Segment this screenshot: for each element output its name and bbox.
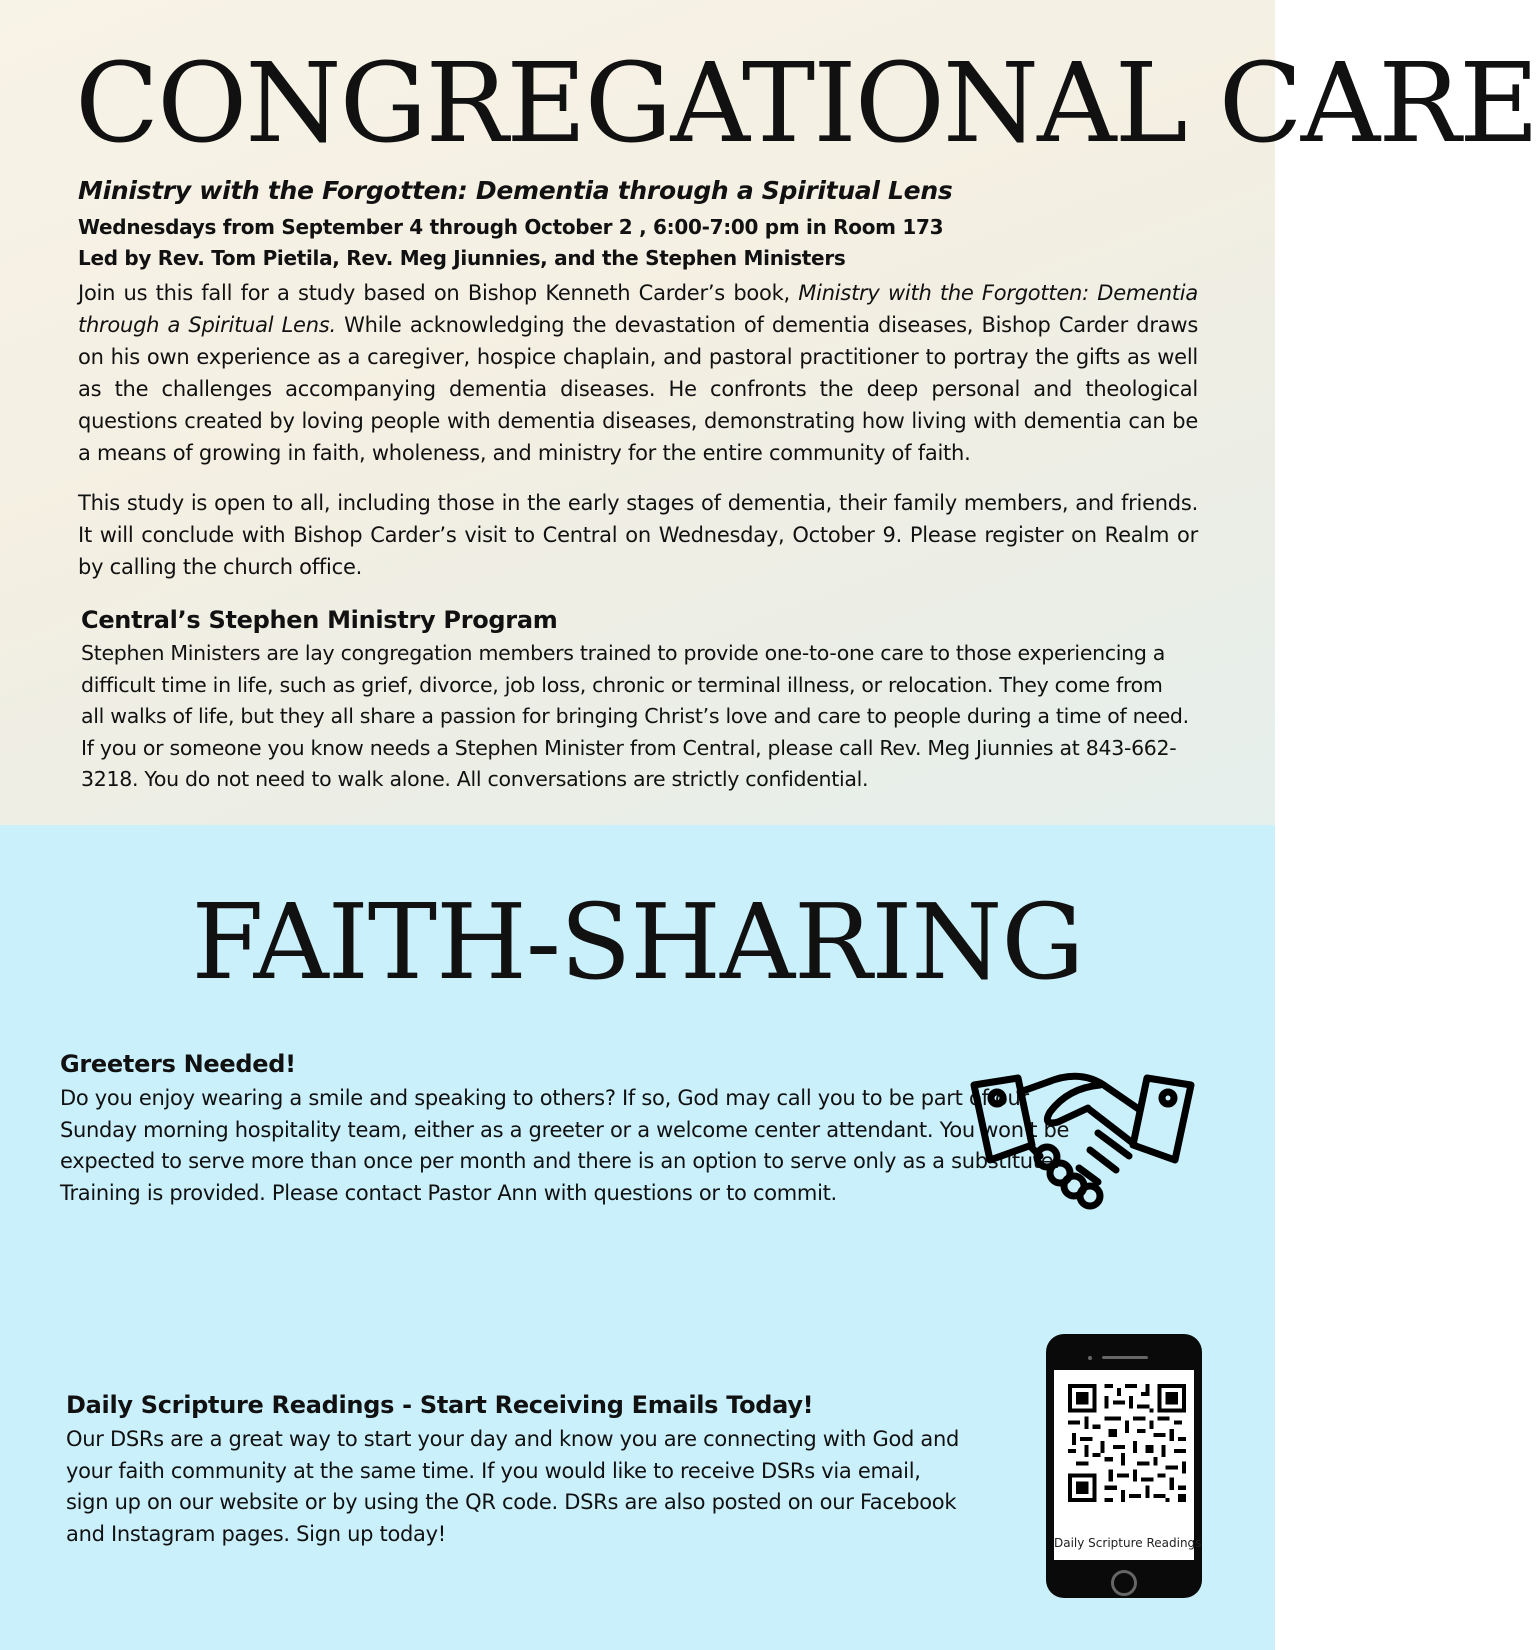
congregational-care-title: CONGREGATIONAL CARE bbox=[75, 39, 1537, 167]
phone-speaker bbox=[1102, 1356, 1148, 1359]
qr-code[interactable] bbox=[1068, 1384, 1186, 1502]
stephen-ministry-heading: Central’s Stephen Ministry Program bbox=[81, 606, 558, 634]
phone-camera bbox=[1088, 1356, 1092, 1360]
handshake-icon bbox=[970, 1070, 1195, 1210]
qr-code-label: Daily Scripture Readings bbox=[1054, 1536, 1202, 1550]
phone-graphic bbox=[1046, 1334, 1202, 1598]
dsr-description: Our DSRs are a great way to start your day and know you are connecting with God and your faith community at the same time. If you would like to receive DSRs via email, sign up on our website or by using the QR code. DSRs are also posted on our Facebook and Instagram pages. Sign up today! bbox=[66, 1427, 959, 1546]
dementia-study-schedule: Wednesdays from September 4 through October 2 , 6:00-7:00 pm in Room 173 bbox=[78, 215, 944, 239]
dementia-study-leaders: Led by Rev. Tom Pietila, Rev. Meg Jiunnies, and the Stephen Ministers bbox=[78, 246, 846, 270]
faith-sharing-title: FAITH-SHARING bbox=[191, 881, 1084, 1003]
stephen-ministry-description: Stephen Ministers are lay congregation members trained to provide one-to-one care to those experiencing a difficult time in life, such as grief, divorce, job loss, chronic or terminal illness, or relocation. They come from all walks of life, but they all share a passion for bringing Christ’s love and care to people during a time of need. If you or someone you know needs a Stephen Minister from Central, please call Rev. Meg Jiunnies at 843-662-3218. You do not need to walk alone. All conversations are strictly confidential. bbox=[81, 641, 1189, 791]
greeters-description: Do you enjoy wearing a smile and speaking to others? If so, God may call you to be part of our Sunday morning hospitality team, either as a greeter or a welcome center attendant. You won't be expected to serve more than once per month and there is an option to serve only as a substitute. Training is provided. Please contact Pastor Ann with questions or to commit. bbox=[60, 1086, 1070, 1205]
phone-screen bbox=[1054, 1370, 1202, 1560]
dementia-study-registration: This study is open to all, including those in the early stages of dementia, their family members, and friends. It will conclude with Bishop Carder’s visit to Central on Wednesday, October 9. Please register on Realm or by calling the church office. bbox=[78, 491, 1198, 579]
dementia-study-description bbox=[78, 277, 1198, 469]
dementia-desc-rest: While acknowledging the devastation of dementia diseases, Bishop Carder draws on his own experience as a caregiver, hospice chaplain, and pastoral practitioner to portray the gifts as well as the challenges accompanying dementia diseases. He confronts the deep personal and theological questions created by loving people with dementia diseases, demonstrating how living with dementia can be a means of growing in faith, wholeness, and ministry for the entire community of faith. bbox=[78, 313, 1199, 465]
dementia-book-title: Ministry with the Forgotten: Dementia through a Spiritual Lens. bbox=[78, 281, 1198, 337]
dementia-desc-intro: Join us this fall for a study based on Bishop Kenneth Carder’s book, bbox=[78, 281, 799, 305]
dementia-study-heading: Ministry with the Forgotten: Dementia through a Spiritual Lens bbox=[78, 176, 953, 205]
greeters-heading: Greeters Needed! bbox=[60, 1050, 296, 1078]
phone-home-button bbox=[1111, 1570, 1137, 1596]
dsr-heading: Daily Scripture Readings - Start Receiving Emails Today! bbox=[66, 1391, 814, 1419]
